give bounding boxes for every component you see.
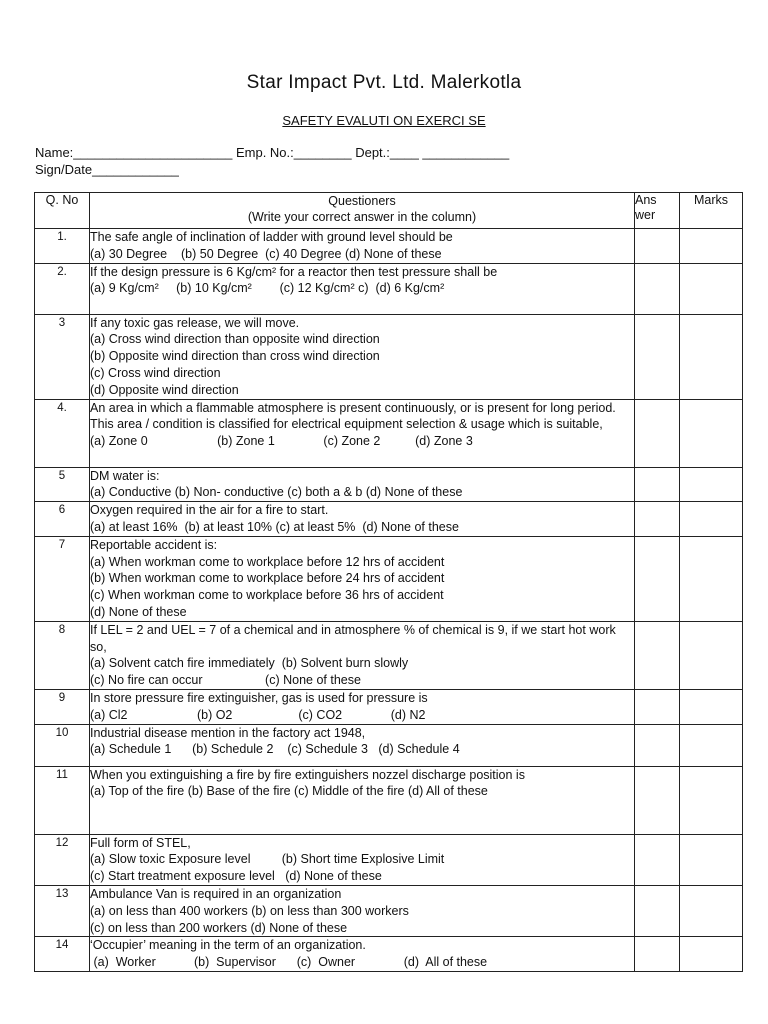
question-option: (a) Top of the fire (b) Base of the fire (c) Middle of the fire (d) All of these [90,784,488,799]
question-option: (a) Cross wind direction than opposite wind direction [90,332,380,347]
question-number: 6 [35,502,90,537]
question-option: (a) When workman come to workplace before 12 hrs of accident [90,554,445,569]
question-number: 12 [35,834,90,885]
answer-cell[interactable] [635,724,680,766]
question-text: If LEL = 2 and UEL = 7 of a chemical and in atmosphere % of chemical is 9, if we start hot work so, [90,622,616,654]
marks-cell [680,724,743,766]
question-option: (a) Schedule 1 (b) Schedule 2 (c) Schedule 3 (d) Schedule 4 [90,742,460,757]
question-number: 2. [35,263,90,314]
question-row [35,885,743,936]
question-option: (c) Cross wind direction [90,365,221,380]
question-option: (b) When workman come to workplace before 24 hrs of accident [90,571,445,586]
question-cell [90,536,635,621]
question-option: (c) No fire can occur (c) None of these [90,673,361,688]
marks-cell [680,834,743,885]
header-qno: Q. No [35,193,90,229]
question-text: Ambulance Van is required in an organization [90,886,342,901]
answer-cell[interactable] [635,621,680,689]
question-option: (a) Conductive (b) Non- conductive (c) both a & b (d) None of these [90,485,463,500]
question-option: (a) at least 16% (b) at least 10% (c) at least 5% (d) None of these [90,519,459,534]
question-number: 5 [35,467,90,502]
question-number: 8 [35,621,90,689]
question-cell [90,766,635,834]
question-row [35,621,743,689]
question-number: 4. [35,399,90,467]
name-emp-dept-line: Name:______________________ Emp. No.:________ Dept.:____ ____________ [35,145,510,160]
header-marks: Marks [680,193,743,229]
answer-cell[interactable] [635,536,680,621]
question-text: The safe angle of inclination of ladder with ground level should be [90,230,453,244]
answer-cell[interactable] [635,467,680,502]
question-text: If any toxic gas release, we will move. [90,315,300,330]
question-text: An area in which a flammable atmosphere is present continuously, or is present for long period. This area / condition is classified for electrical equipment selection & usage which is suitable, [90,400,616,432]
question-number: 14 [35,937,90,972]
question-option: (a) Cl2 (b) O2 (c) CO2 (d) N2 [90,707,426,722]
marks-cell [680,621,743,689]
question-row [35,937,743,972]
question-number: 7 [35,536,90,621]
question-row [35,502,743,537]
question-text: When you extinguishing a fire by fire extinguishers nozzel discharge position is [90,767,525,782]
question-text: Industrial disease mention in the factory act 1948, [90,725,366,740]
question-row [35,536,743,621]
question-option: (c) on less than 200 workers (d) None of these [90,920,348,935]
answer-cell[interactable] [635,689,680,724]
answer-cell[interactable] [635,502,680,537]
marks-cell [680,689,743,724]
question-number: 13 [35,885,90,936]
question-cell [90,502,635,537]
marks-cell [680,766,743,834]
marks-cell [680,229,743,264]
answer-cell[interactable] [635,314,680,399]
question-option: (c) When workman come to workplace before 36 hrs of accident [90,588,444,603]
question-option: (a) on less than 400 workers (b) on less than 300 workers [90,903,409,918]
question-option: (a) Slow toxic Exposure level (b) Short time Explosive Limit [90,852,445,867]
sign-date-line: Sign/Date____________ [35,162,179,177]
header-questioners-title: Questioners [328,194,396,208]
question-cell [90,689,635,724]
question-option: (a) 9 Kg/cm² (b) 10 Kg/cm² (c) 12 Kg/cm² c) (d) 6 Kg/cm² [90,281,445,296]
question-number: 9 [35,689,90,724]
question-cell [90,229,635,264]
question-option: (a) Zone 0 (b) Zone 1 (c) Zone 2 (d) Zone 3 [90,434,473,449]
answer-cell[interactable] [635,399,680,467]
question-row [35,314,743,399]
marks-cell [680,467,743,502]
question-cell [90,314,635,399]
marks-cell [680,885,743,936]
question-cell [90,724,635,766]
question-number: 11 [35,766,90,834]
marks-cell [680,536,743,621]
question-cell [90,263,635,314]
answer-cell[interactable] [635,834,680,885]
question-row [35,834,743,885]
question-text: Reportable accident is: [90,537,218,552]
header-questioners-note: (Write your correct answer in the column) [247,210,477,224]
header-answer-line2: wer [635,208,656,222]
questions-table [34,192,743,972]
question-row [35,766,743,834]
question-number: 3 [35,314,90,399]
question-text: If the design pressure is 6 Kg/cm² for a reactor then test pressure shall be [90,264,498,279]
question-cell [90,937,635,972]
header-answer [635,193,680,229]
question-option: (a) Worker (b) Supervisor (c) Owner (d) All of these [90,955,488,970]
question-number: 1. [35,229,90,264]
question-cell [90,621,635,689]
answer-cell[interactable] [635,766,680,834]
question-text: Full form of STEL, [90,835,191,850]
question-cell [90,467,635,502]
question-text: In store pressure fire extinguisher, gas is used for pressure is [90,690,428,705]
question-row [35,263,743,314]
question-option: (b) Opposite wind direction than cross wind direction [90,349,380,364]
question-row [35,229,743,264]
answer-cell[interactable] [635,263,680,314]
question-option: (d) None of these [90,604,187,619]
question-option: (a) 30 Degree (b) 50 Degree (c) 40 Degree (d) None of these [90,246,442,261]
answer-cell[interactable] [635,885,680,936]
marks-cell [680,263,743,314]
question-cell [90,399,635,467]
header-answer-line1: Ans [635,193,657,207]
question-number: 10 [35,724,90,766]
marks-cell [680,399,743,467]
questions-body [35,229,743,972]
company-title: Star Impact Pvt. Ltd. Malerkotla [246,72,522,93]
question-text: Oxygen required in the air for a fire to start. [90,503,329,518]
header-questioners [90,193,635,229]
question-row [35,724,743,766]
question-row [35,689,743,724]
question-cell [90,885,635,936]
marks-cell [680,937,743,972]
question-option: (c) Start treatment exposure level (d) None of these [90,869,382,884]
question-text: ‘Occupier’ meaning in the term of an organization. [90,938,366,953]
answer-cell[interactable] [635,937,680,972]
question-text: DM water is: [90,468,160,483]
question-cell [90,834,635,885]
marks-cell [680,314,743,399]
answer-cell[interactable] [635,229,680,264]
exercise-title: SAFETY EVALUTI ON EXERCI SE [282,113,486,128]
marks-cell [680,502,743,537]
question-option: (d) Opposite wind direction [90,382,239,397]
question-row [35,467,743,502]
question-row [35,399,743,467]
question-option: (a) Solvent catch fire immediately (b) Solvent burn slowly [90,656,409,671]
